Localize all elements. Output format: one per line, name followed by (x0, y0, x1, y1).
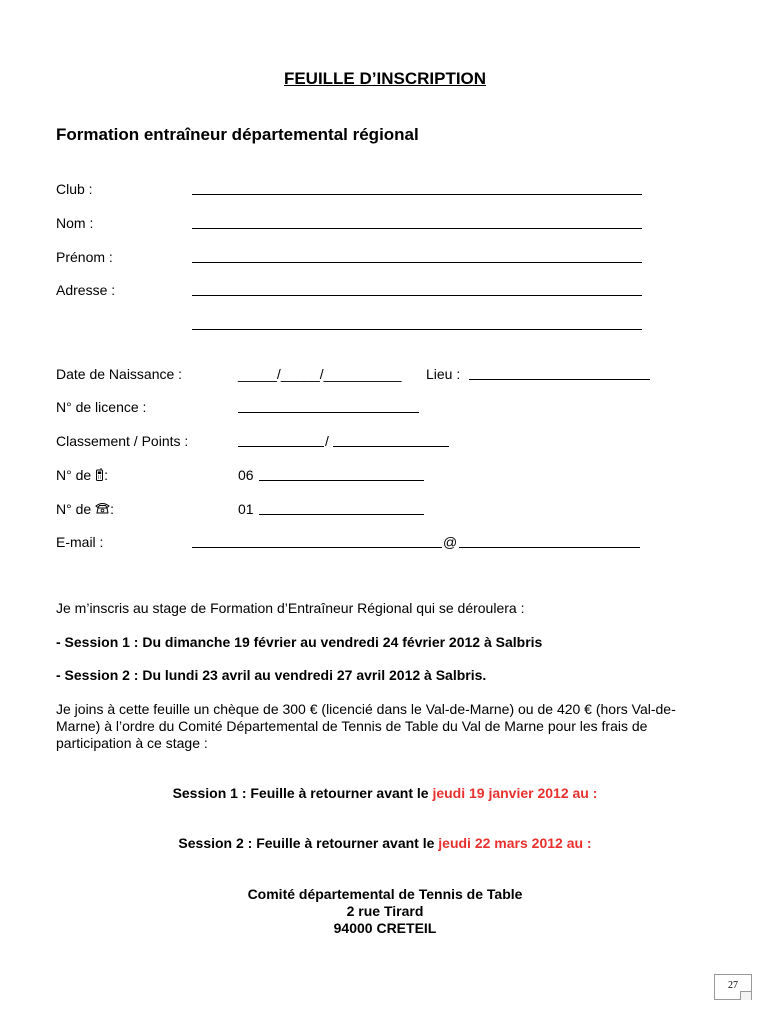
mobile-label-suffix: : (104, 467, 108, 483)
email-user-field[interactable] (192, 547, 442, 548)
return-session1-prefix: Session 1 : Feuille à retourner avant le (172, 785, 433, 801)
date-naissance-label: Date de Naissance : (56, 366, 183, 382)
points-field[interactable] (333, 446, 449, 447)
date-naissance-field[interactable]: _____/_____/__________ (238, 366, 402, 382)
phone-value: 01 (238, 501, 254, 517)
mobile-field[interactable] (259, 480, 424, 481)
licence-field[interactable] (238, 412, 419, 413)
classement-field[interactable] (238, 446, 324, 447)
club-label: Club : (56, 181, 93, 197)
intro-text: Je m’inscris au stage de Formation d’Entraîneur Régional qui se déroulera : (56, 600, 525, 616)
return-address (0, 886, 770, 937)
classement-separator: / (325, 433, 329, 449)
mobile-label (56, 467, 108, 483)
address-line1: Comité départemental de Tennis de Table (247, 886, 523, 902)
mobile-value: 06 (238, 467, 254, 483)
return-session1 (0, 785, 770, 801)
mobile-phone-icon (95, 468, 104, 482)
phone-field[interactable] (259, 514, 424, 515)
page-title: FEUILLE D’INSCRIPTION (283, 69, 487, 88)
address-line3: 94000 CRETEIL (333, 920, 437, 936)
return-session2 (0, 835, 770, 851)
payment-text: Je joins à cette feuille un chèque de 300 € (licencié dans le Val-de-Marne) ou de 420 € (hors Val-de-Marne) à l’ordre du Comité Départemental de Tennis de Table du Val de Marne pour les frais de participation à ce stage : (56, 701, 676, 751)
phone-label-suffix: : (110, 501, 114, 517)
prenom-label: Prénom : (56, 249, 113, 265)
page-number: 27 (714, 974, 752, 1000)
address-line2: 2 rue Tirard (346, 903, 424, 919)
adresse-field-line1[interactable] (192, 295, 642, 296)
nom-field[interactable] (192, 228, 642, 229)
mobile-label-prefix: N° de (56, 467, 92, 483)
classement-label: Classement / Points : (56, 433, 189, 449)
page-corner-fold (740, 991, 751, 1000)
return-session2-prefix: Session 2 : Feuille à retourner avant le (178, 835, 439, 851)
return-session1-date: jeudi 19 janvier 2012 au : (432, 785, 598, 801)
email-at-sign: @ (443, 534, 458, 550)
session1-text: - Session 1 : Du dimanche 19 février au vendredi 24 février 2012 à Salbris (56, 634, 543, 650)
phone-label (56, 501, 114, 517)
session2-text: - Session 2 : Du lundi 23 avril au vendredi 27 avril 2012 à Salbris. (56, 667, 487, 683)
return-session2-date: jeudi 22 mars 2012 au : (438, 835, 592, 851)
lieu-field[interactable] (469, 379, 650, 380)
telephone-icon (95, 502, 110, 516)
phone-label-prefix: N° de (56, 501, 92, 517)
club-field[interactable] (192, 194, 642, 195)
adresse-field-line2[interactable] (192, 329, 642, 330)
licence-label: N° de licence : (56, 399, 147, 415)
prenom-field[interactable] (192, 262, 642, 263)
lieu-label: Lieu : (426, 366, 461, 382)
page-subtitle: Formation entraîneur départemental régional (56, 125, 419, 144)
adresse-label: Adresse : (56, 282, 116, 298)
email-domain-field[interactable] (459, 547, 640, 548)
nom-label: Nom : (56, 215, 94, 231)
email-label: E-mail : (56, 534, 104, 550)
